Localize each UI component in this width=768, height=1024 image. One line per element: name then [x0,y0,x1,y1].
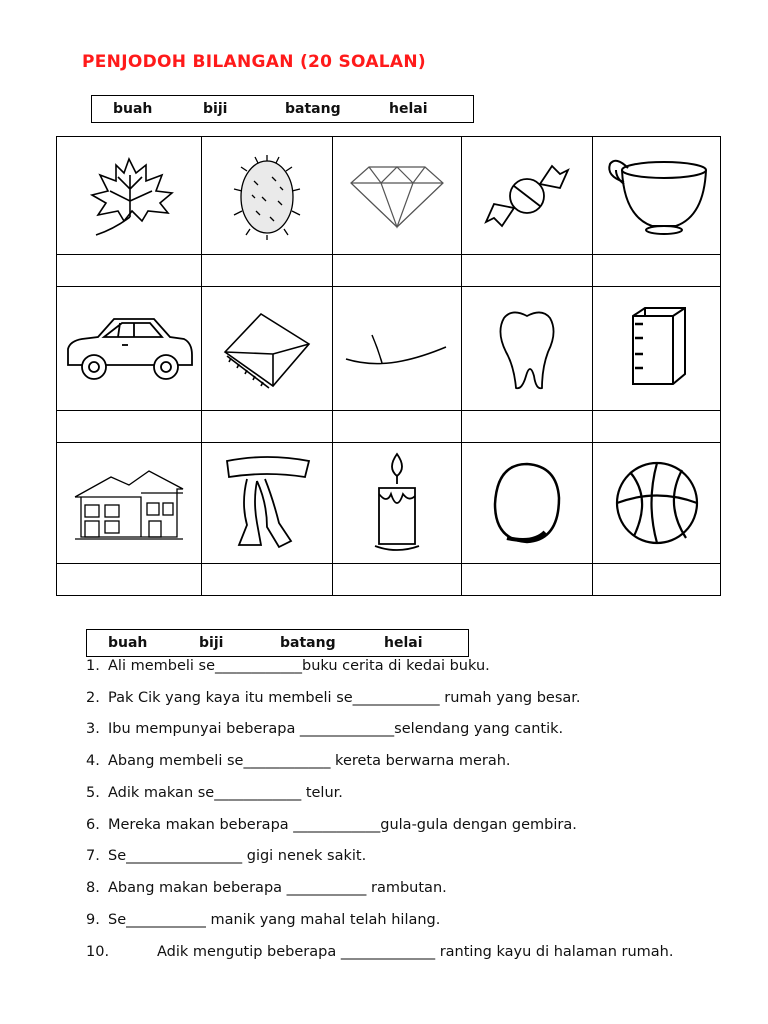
candle-icon [367,450,427,556]
question-text: Pak Cik yang kaya itu membeli se____________ rumah yang besar. [108,690,581,706]
word-bank-top [91,95,474,123]
question-item [86,753,511,769]
answer-cell[interactable] [333,255,462,287]
question-item [86,848,366,864]
question-item [86,690,581,706]
question-text: Se________________ gigi nenek sakit. [108,848,367,864]
question-number: 3. [86,721,100,737]
word-bank-item: batang [280,635,336,651]
question-item [86,721,563,737]
answer-cell[interactable] [57,411,202,443]
question-text: Adik mengutip beberapa _____________ ranting kayu di halaman rumah. [157,944,674,960]
word-bank-item: biji [203,101,228,117]
grid-cell [333,443,462,564]
answer-cell[interactable] [333,411,462,443]
question-item [86,912,440,928]
page-title: PENJODOH BILANGAN (20 SOALAN) [82,52,426,72]
word-bank-item: buah [113,101,153,117]
grid-cell [57,443,202,564]
answer-cell[interactable] [202,564,333,596]
answer-cell[interactable] [593,411,721,443]
question-item [86,817,577,833]
question-number: 6. [86,817,100,833]
grid-cell [593,287,721,411]
question-item [86,944,673,960]
twig-icon [342,329,452,369]
ball-icon [612,458,702,548]
answer-cell[interactable] [57,255,202,287]
grid-cell [593,137,721,255]
question-item [86,880,447,896]
question-text: Mereka makan beberapa ____________gula-gula dengan gembira. [108,817,577,833]
grid-cell [202,137,333,255]
grid-cell [57,287,202,411]
house-icon [71,463,187,543]
question-text: Ibu mempunyai beberapa _____________selendang yang cantik. [108,721,564,737]
grid-cell [333,137,462,255]
answer-cell[interactable] [202,255,333,287]
answer-cell[interactable] [333,564,462,596]
diamond-icon [347,161,447,231]
question-item [86,658,490,674]
egg-icon [487,458,567,548]
question-number: 9. [86,912,100,928]
candy-icon [482,156,572,236]
answer-cell[interactable] [57,564,202,596]
grid-cell [202,443,333,564]
question-text: Se___________ manik yang mahal telah hilang. [108,912,441,928]
question-number: 1. [86,658,100,674]
leaf-icon [74,151,184,241]
word-bank-item: helai [389,101,428,117]
tooth-icon [492,304,562,394]
question-number: 10. [86,944,110,960]
question-number: 2. [86,690,100,706]
grid-cell [57,137,202,255]
question-item [86,785,343,801]
grid-cell [202,287,333,411]
car-icon [62,309,196,389]
word-bank-item: batang [285,101,341,117]
answer-cell[interactable] [593,255,721,287]
answer-cell[interactable] [462,411,593,443]
rambutan-icon [222,151,312,241]
grid-cell [462,137,593,255]
word-bank-bottom [86,629,469,657]
question-number: 8. [86,880,100,896]
question-text: Adik makan se____________ telur. [108,785,343,801]
answer-cell[interactable] [462,564,593,596]
question-number: 4. [86,753,100,769]
question-number: 5. [86,785,100,801]
grid-cell [593,443,721,564]
question-text: Abang membeli se____________ kereta berwarna merah. [108,753,511,769]
answer-cell[interactable] [202,411,333,443]
question-number: 7. [86,848,100,864]
question-text: Abang makan beberapa ___________ rambutan. [108,880,447,896]
answer-cell[interactable] [593,564,721,596]
grid-cell [462,443,593,564]
word-bank-item: buah [108,635,148,651]
grid-cell [462,287,593,411]
handkerchief-icon [217,304,317,394]
book-icon [617,304,697,394]
answer-cell[interactable] [462,255,593,287]
question-text: Ali membeli se____________buku cerita di kedai buku. [108,658,490,674]
word-bank-item: biji [199,635,224,651]
picture-grid [56,136,721,596]
grid-cell [333,287,462,411]
word-bank-item: helai [384,635,423,651]
cup-icon [602,154,712,238]
scarf-icon [217,453,317,553]
